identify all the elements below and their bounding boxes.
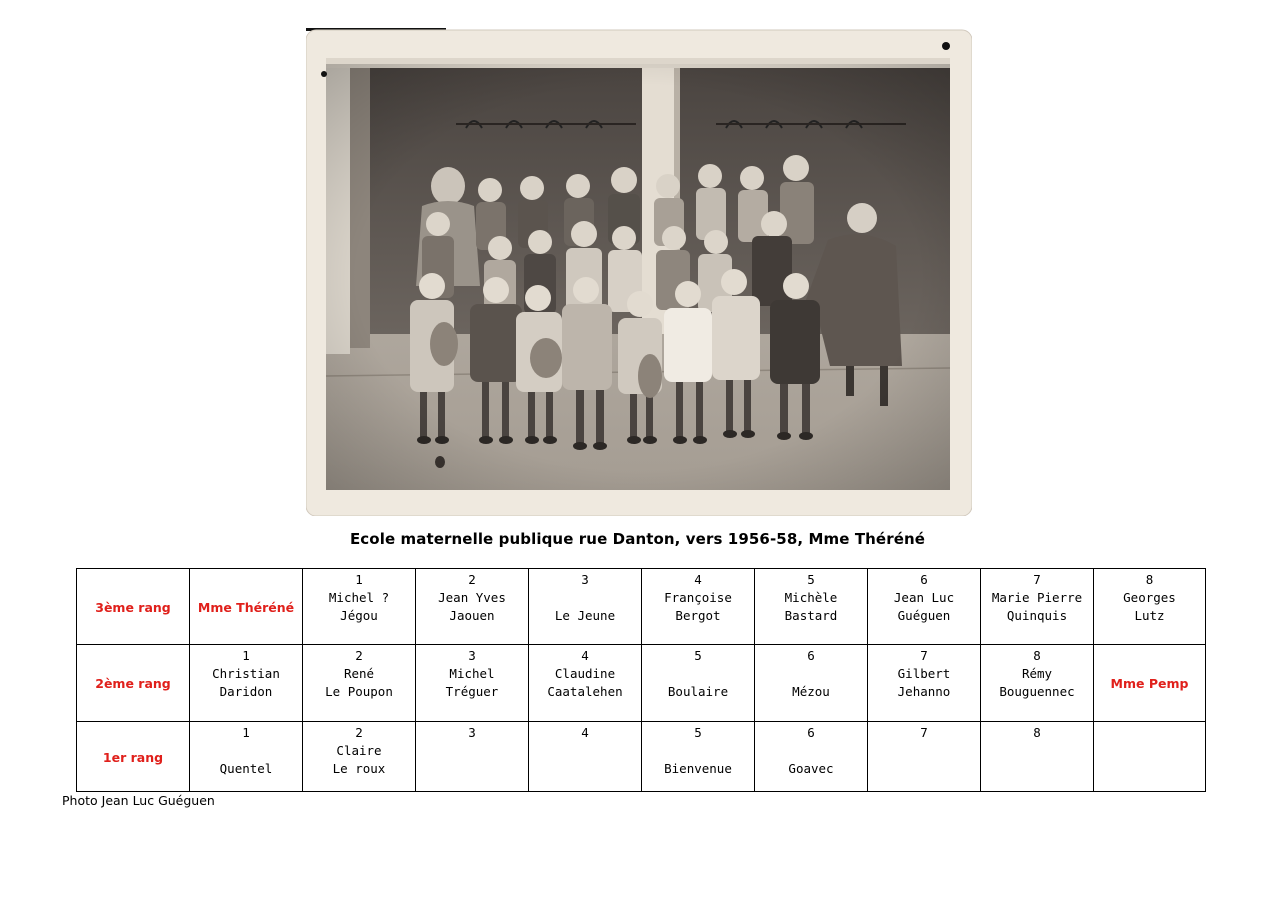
last-name: Le Jeune [554,608,616,623]
last-name: Jehanno [897,684,951,699]
position-number: 5 [807,572,815,587]
table-row [77,722,1206,792]
last-name: Boulaire [667,684,729,699]
last-name: Quentel [219,761,273,776]
position-number: 1 [242,725,250,740]
first-name: Georges [1123,590,1176,605]
position-number: 3 [581,572,589,587]
position-number: 5 [694,725,702,740]
first-name: Michèle [784,590,838,605]
last-name: Guéguen [897,608,951,623]
position-number: 4 [581,725,589,740]
position-number: 2 [468,572,476,587]
pupil-cell [529,569,642,645]
pupil-cell [303,722,416,792]
last-name: Lutz [1134,608,1165,623]
teacher-name-cell: Mme Pemp [1094,645,1206,722]
first-name: Claire [336,743,382,758]
pupil-cell [755,569,868,645]
pupil-cell [303,645,416,722]
position-number: 1 [355,572,363,587]
position-number: 1 [242,648,250,663]
pupil-cell [642,722,755,792]
position-number: 4 [694,572,702,587]
pupil-cell [868,722,981,792]
table-row [77,645,1206,722]
last-name: Jaouen [449,608,495,623]
first-name [192,742,300,760]
first-name [757,665,865,683]
first-name: Michel ? [328,590,390,605]
last-name: Le Poupon [325,684,393,699]
table-row [77,569,1206,645]
pupil-cell [642,645,755,722]
pupil-cell [416,722,529,792]
pupil-cell [529,722,642,792]
first-name [531,589,639,607]
first-name [531,742,639,760]
position-number: 2 [355,648,363,663]
last-name: Daridon [219,684,273,699]
first-name: Gilbert [897,666,951,681]
position-number: 7 [920,648,928,663]
first-name: Claudine [554,666,616,681]
last-name: Le roux [332,761,386,776]
pupil-cell [755,722,868,792]
position-number: 8 [1145,572,1154,587]
last-name: Goavec [788,761,834,776]
first-name [418,742,526,760]
first-name [644,665,752,683]
last-name [531,760,639,778]
photo-caption: Ecole maternelle publique rue Danton, vers 1956-58, Mme Théréné [349,530,926,548]
position-number: 3 [468,725,476,740]
position-number: 6 [920,572,928,587]
last-name [1096,760,1203,778]
last-name: Tréguer [445,684,499,699]
last-name: Caatalehen [547,684,623,699]
pupil-cell [190,722,303,792]
pupil-cell [416,569,529,645]
position-number: 7 [920,725,928,740]
first-name [644,742,752,760]
teacher-name-cell: Mme Théréné [190,569,303,645]
row-label: 2ème rang [77,645,190,722]
last-name: Bergot [675,608,721,623]
first-name: Jean Yves [438,590,506,605]
position-number: 7 [1033,572,1041,587]
first-name: Rémy [1021,666,1053,681]
pupil-cell [1094,569,1206,645]
pupil-cell [755,645,868,722]
position-number: 6 [807,725,815,740]
position-number: 8 [1033,725,1041,740]
pupil-cell [416,645,529,722]
position-number: 2 [355,725,363,740]
last-name: Bastard [784,608,838,623]
first-name: Marie Pierre [991,590,1083,605]
pupil-cell [868,569,981,645]
pupil-cell [529,645,642,722]
pupil-cell [303,569,416,645]
first-name: Michel [449,666,495,681]
position-number: 6 [807,648,815,663]
position-number: 4 [581,648,589,663]
last-name: Quinquis [1006,608,1068,623]
photo-credit: Photo Jean Luc Guéguen [62,793,215,808]
pupil-cell [981,722,1094,792]
last-name: Bouguennec [999,684,1075,699]
class-photo [306,28,972,516]
first-name [757,742,865,760]
first-name: René [343,666,375,681]
row-label: 1er rang [77,722,190,792]
first-name [870,742,978,760]
position-number [1096,724,1203,742]
position-number: 3 [468,648,476,663]
pupil-cell [981,569,1094,645]
last-name [418,760,526,778]
position-number: 8 [1033,648,1041,663]
last-name: Bienvenue [664,761,732,776]
last-name: Jégou [340,608,378,623]
pupil-cell [642,569,755,645]
last-name: Mézou [792,684,830,699]
pupil-cell [190,645,303,722]
first-name: Jean Luc [893,590,955,605]
pupil-cell [1094,722,1206,792]
position-number: 5 [694,648,702,663]
first-name: Christian [212,666,280,681]
pupil-cell [868,645,981,722]
first-name [983,742,1091,760]
pupil-cell [981,645,1094,722]
row-label: 3ème rang [77,569,190,645]
first-name: Françoise [664,590,732,605]
first-name [1096,742,1203,760]
last-name [983,760,1091,778]
names-table [76,568,1206,792]
last-name [870,760,978,778]
